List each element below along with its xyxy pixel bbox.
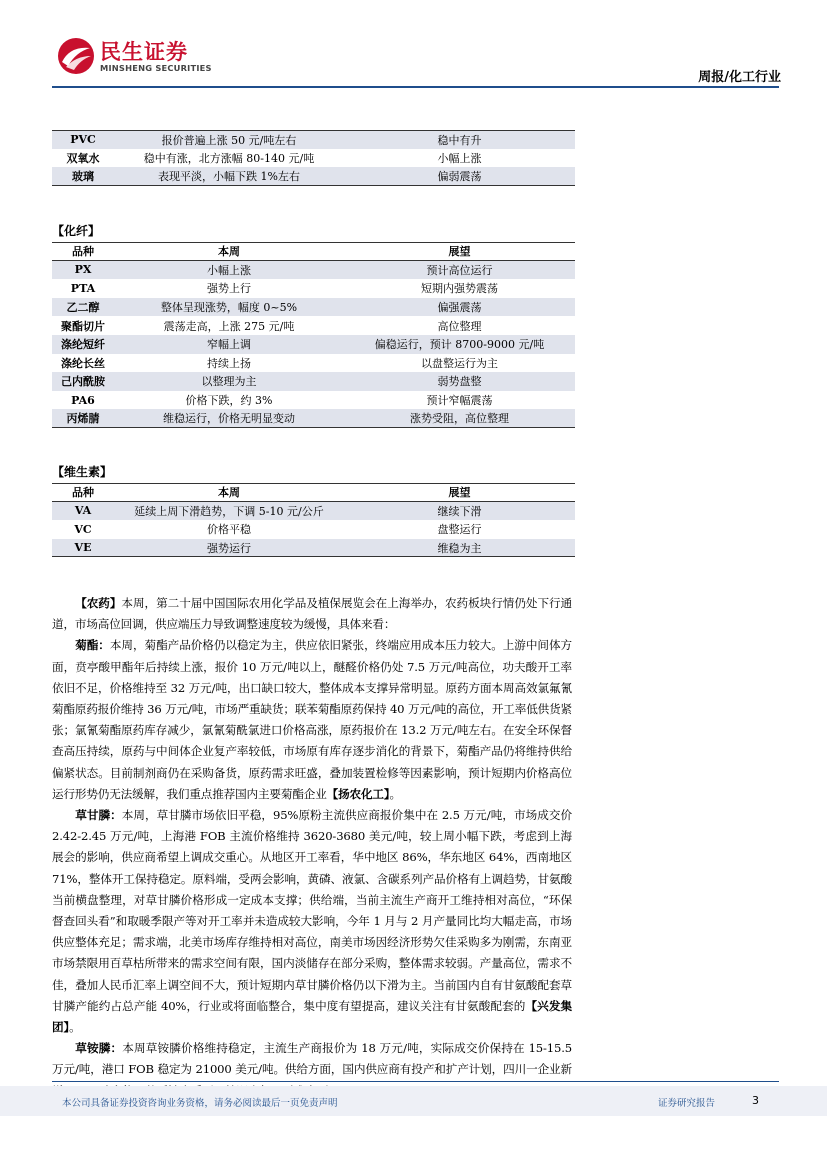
this-week-cell: 稳中有涨，北方涨幅 80-140 元/吨 [143, 151, 315, 165]
section-title-fiber: 【化纤】 [52, 224, 101, 238]
outlook-cell: 以盘整运行为主 [421, 356, 498, 370]
product-cell: 涤纶长丝 [61, 356, 105, 370]
table-row [52, 298, 575, 317]
product-cell: PA6 [71, 393, 95, 407]
this-week-cell: 持续上扬 [207, 356, 251, 370]
this-week-cell: 报价普遍上涨 50 元/吨左右 [161, 133, 297, 147]
this-week-cell: 小幅上涨 [207, 263, 251, 277]
this-week-cell: 价格下跌，约 3% [185, 394, 273, 408]
outlook-cell: 偏稳运行，预计 8700-9000 元/吨 [374, 338, 545, 352]
logo-chinese-name: 民生证券 [100, 40, 188, 64]
this-week-cell: 延续上周下滑趋势，下调 5-10 元/公斤 [134, 504, 324, 518]
product-cell: VC [74, 522, 92, 536]
header-this-week: 本周 [218, 486, 240, 500]
this-week-cell: 以整理为主 [201, 375, 257, 389]
glufosinate-heading: 草铵膦： [75, 1041, 123, 1056]
table-row [52, 167, 575, 186]
section-title-vitamin: 【维生素】 [52, 465, 113, 479]
pyrethroid-heading: 菊酯： [75, 638, 110, 653]
this-week-cell: 维稳运行，价格无明显变动 [163, 412, 295, 426]
outlook-cell: 稳中有升 [437, 133, 482, 147]
header-product: 品种 [72, 486, 94, 500]
outlook-cell: 盘整运行 [437, 523, 482, 537]
outlook-cell: 弱势盘整 [437, 375, 482, 389]
pesticide-heading: 【农药】 [75, 596, 122, 610]
product-cell: 聚酯切片 [61, 319, 105, 333]
table-row [52, 130, 575, 149]
product-cell: VA [74, 504, 92, 518]
paragraph-pesticide: 【农药】本周，第二十届中国国际农用化学品及植保展览会在上海举办，农药板块行情仍处下行通道，市场高位回调，供应端压力导致调整速度较为缓慢，具体来看： [52, 596, 573, 632]
this-week-cell: 表现平淡，小幅下跌 1%左右 [158, 169, 300, 183]
table-row [52, 335, 575, 354]
header-divider [52, 86, 779, 88]
body-text [52, 593, 572, 1102]
footer-report-label: 证券研究报告 [658, 1098, 716, 1109]
table-row [52, 316, 575, 335]
table-row [52, 149, 575, 168]
outlook-cell: 涨势受阻，高位整理 [410, 412, 509, 426]
outlook-cell: 继续下滑 [437, 504, 482, 518]
outlook-cell: 短期内强势震荡 [421, 282, 498, 296]
logo-english-name: MINSHENG SECURITIES [100, 63, 212, 73]
product-cell: 己内酰胺 [61, 375, 105, 389]
yangnong-company: 【扬农化工】 [326, 786, 390, 801]
report-type-title: 周报/化工行业 [698, 70, 781, 85]
xingfa-company: 【兴发集团】 [52, 998, 572, 1035]
table-header-row [52, 242, 575, 261]
header-outlook: 展望 [448, 245, 471, 259]
table-top [52, 130, 575, 186]
paragraph-pyrethroid: 菊酯：本周，菊酯产品价格仍以稳定为主，供应依旧紧张，终端应用成本压力较大。上游中间体方面，贲亭酸甲酯年后持续上涨，报价 10 万元/吨以上，醚醛价格仍处 7.5 万元/吨高位，功夫酸开工率依旧不足，价格维持至 32 万元/吨，出口缺口较大，整体成本支撑异常明显。原药方面本周高效氯氟氰菊酯原药报价维持 36 万元/吨，市场严重缺货；联苯菊酯原药保持 40 万元/吨的高位，开工率低供货紧张；氯氰菊酯原药库存减少，氯氰菊酰氯进口价格高涨，原药报价在 13.2 万元/吨左右。在安全环保督查高压持续，原药与中间体企业复产率较低，市场原有库存逐步消化的背景下，菊酯产品仍将维持供给偏紧状态。目前制剂商仍在采购备货，原药需求旺盛，叠加装置检修等因素影响，预计短期内价格高位运行形势仍无法缓解，我们重点推荐国内主要菊酯企业【扬农化工】。 [52, 638, 572, 801]
footer-divider [52, 1081, 779, 1082]
paragraph-glufosinate: 草铵膦：本周草铵膦价格维持稳定，主流生产商报价为 18 万元/吨，实际成交价保持在 15-15.5 万元/吨，港口 FOB 稳定为 21000 美元/吨。供给方面，国内供应商有投产和扩产计划，四川一企业新 [52, 1041, 573, 1077]
table-row [52, 409, 575, 428]
outlook-cell: 偏弱震荡 [437, 169, 482, 183]
product-cell: PTA [70, 281, 96, 295]
outlook-cell: 小幅上涨 [437, 151, 482, 165]
product-cell: 丙烯腈 [66, 412, 100, 426]
outlook-cell: 维稳为主 [437, 541, 482, 555]
minsheng-logo [56, 36, 212, 76]
header-product: 品种 [72, 245, 94, 259]
this-week-cell: 窄幅上调 [207, 338, 251, 352]
this-week-cell: 整体呈现涨势，幅度 0~5% [160, 301, 298, 315]
page-number: 3 [752, 1094, 759, 1107]
outlook-cell: 偏强震荡 [437, 301, 482, 315]
table-row [52, 354, 575, 373]
table-row [52, 539, 575, 558]
table-header-row [52, 483, 575, 502]
header-this-week: 本周 [218, 245, 240, 259]
this-week-cell: 强势运行 [207, 541, 251, 555]
table-row [52, 502, 575, 521]
footer-disclaimer: 本公司具备证券投资咨询业务资格，请务必阅读最后一页免责声明 [62, 1098, 338, 1109]
product-cell: PX [74, 263, 92, 277]
table-row [52, 372, 575, 391]
paragraph-glyphosate: 草甘膦：本周，草甘膦市场依旧平稳，95%原粉主流供应商报价集中在 2.5 万元/吨，市场成交价 2.42-2.45 万元/吨，上海港 FOB 主流价格维持 3620-3680 美元/吨，较上周小幅下跌，考虑到上海展会的影响，供应商希望上调成交重心。从地区开工率看，华中地区 86%，华东地区 64%，西南地区 71%，整体开工保持稳定。原料端，受两会影响，黄磷、液氯、含碳系列产品价格有上调趋势，甘氨酸当前横盘整理，对草甘膦价格形成一定成本支撑；供给端，当前主流生产商开工维持相对高位，“环保督查回头看”和取暖季限产等对开工率并未造成较大影响，今年 1 月与 2 月产量同比均大幅走高，市场供应整体充足；需求端，北美市场库存维持相对高位，南美市场因经济形势欠佳采购多为刚需，东南亚市场禁限用百草枯所带来的需求空间有限，国内淡储存在部分采购，整体需求较弱。产量高位，需求不佳，叠加人民币汇率上调空间不大，预计短期内草甘膦价格仍以下滑为主。当前国内自有甘氨酸配套草甘膦产能约占总产能 40%，行业或将面临整合，集中度有望提高，建议关注有甘氨酸配套的【兴发集团】。 [52, 808, 572, 1035]
product-cell: 涤纶短纤 [61, 338, 105, 352]
table-row [52, 520, 575, 539]
outlook-cell: 预计高位运行 [426, 263, 493, 277]
product-cell: VE [74, 541, 92, 555]
page-header [0, 0, 827, 90]
this-week-cell: 价格平稳 [207, 523, 251, 537]
table-vitamin [52, 483, 575, 557]
header-outlook: 展望 [448, 486, 471, 500]
outlook-cell: 高位整理 [437, 319, 482, 333]
product-cell: PVC [70, 133, 96, 147]
table-row [52, 261, 575, 280]
outlook-cell: 预计窄幅震荡 [426, 394, 493, 408]
table-fiber [52, 242, 575, 428]
product-cell: 玻璃 [72, 169, 94, 183]
this-week-cell: 震荡走高，上涨 275 元/吨 [163, 319, 295, 333]
table-row [52, 279, 575, 298]
this-week-cell: 强势上行 [207, 282, 251, 296]
table-row [52, 391, 575, 410]
product-cell: 乙二醇 [66, 301, 100, 315]
page-footer [0, 1086, 827, 1116]
product-cell: 双氧水 [66, 151, 100, 165]
logo-emblem-icon [56, 36, 96, 76]
glyphosate-heading: 草甘膦： [75, 808, 122, 823]
